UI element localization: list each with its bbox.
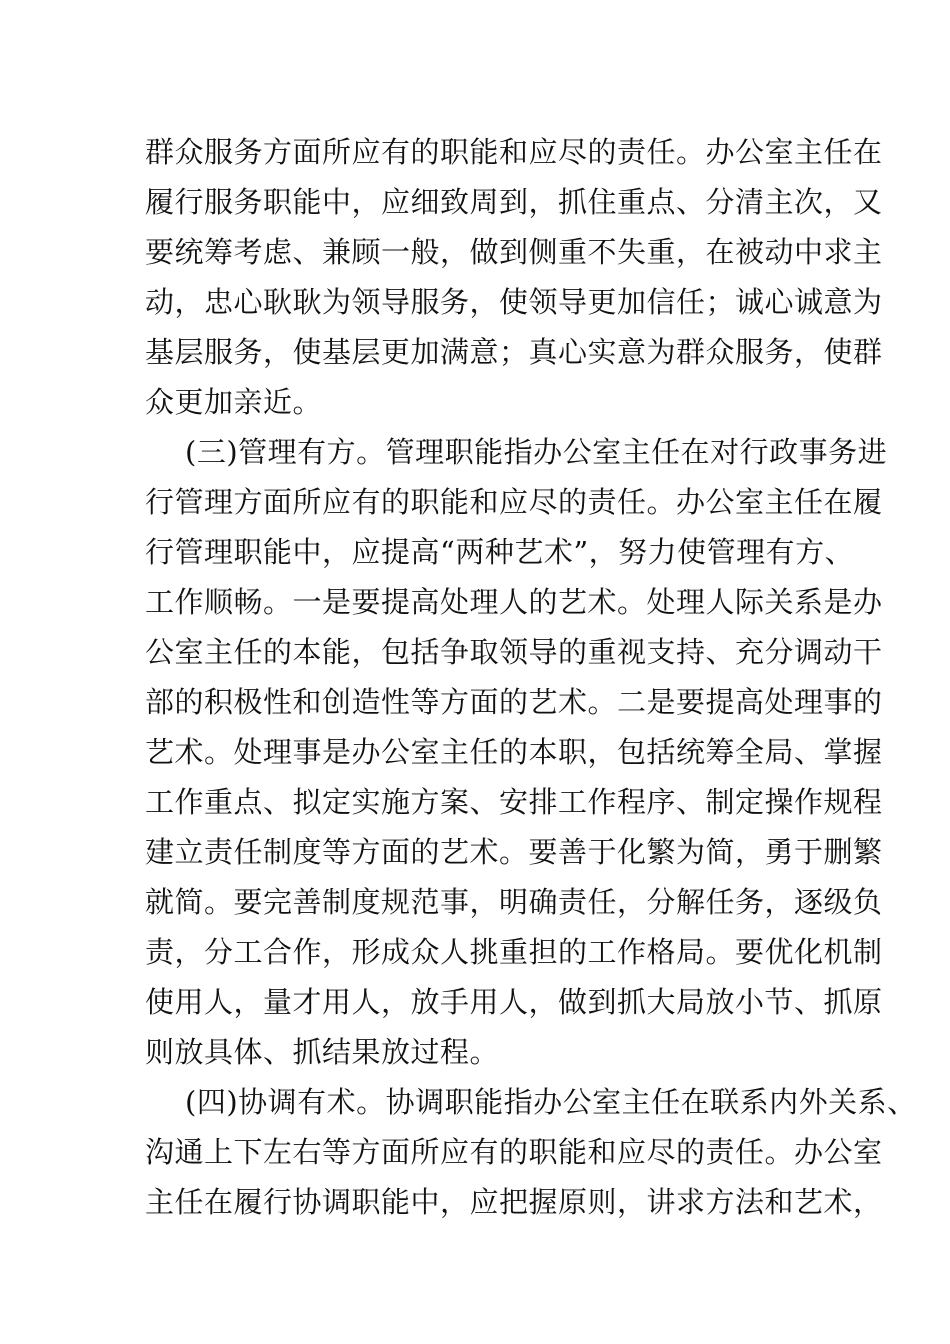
text-line: 要统筹考虑、兼顾一般，做到侧重不失重，在被动中求主 [145,235,883,269]
paragraph-heading-line: (四)协调有术。协调职能指办公室主任在联系内外关系、 [185,1085,917,1119]
text-line: 工作重点、拟定实施方案、安排工作程序、制定操作规程 [145,785,883,819]
text-line: 沟通上下左右等方面所应有的职能和应尽的责任。办公室 [145,1135,883,1169]
text-line: 工作顺畅。一是要提高处理人的艺术。处理人际关系是办 [145,585,883,619]
text-line: 公室主任的本能，包括争取领导的重视支持、充分调动干 [145,635,883,669]
text-line: 众更加亲近。 [145,385,323,419]
text-line: 则放具体、抓结果放过程。 [145,1035,500,1069]
text-line: 群众服务方面所应有的职能和应尽的责任。办公室主任在 [145,135,883,169]
text-line: 行管理方面所应有的职能和应尽的责任。办公室主任在履 [145,485,883,519]
text-line: 部的积极性和创造性等方面的艺术。二是要提高处理事的 [145,685,883,719]
text-line: 履行服务职能中，应细致周到，抓住重点、分清主次，又 [145,185,883,219]
text-line: 动，忠心耿耿为领导服务，使领导更加信任；诚心诚意为 [145,285,883,319]
text-line: 艺术。处理事是办公室主任的本职，包括统筹全局、掌握 [145,735,883,769]
text-line: 行管理职能中，应提高“两种艺术”，努力使管理有方、 [145,535,855,569]
paragraph-heading-line: (三)管理有方。管理职能指办公室主任在对行政事务进 [185,435,888,469]
text-line: 基层服务，使基层更加满意；真心实意为群众服务，使群 [145,335,883,369]
text-line: 主任在履行协调职能中，应把握原则，讲求方法和艺术， [145,1185,883,1219]
text-line: 就简。要完善制度规范事，明确责任，分解任务，逐级负 [145,885,883,919]
text-line: 建立责任制度等方面的艺术。要善于化繁为简，勇于删繁 [145,835,883,869]
text-line: 责，分工合作，形成众人挑重担的工作格局。要优化机制 [145,935,883,969]
text-line: 使用人，量才用人，放手用人，做到抓大局放小节、抓原 [145,985,883,1019]
